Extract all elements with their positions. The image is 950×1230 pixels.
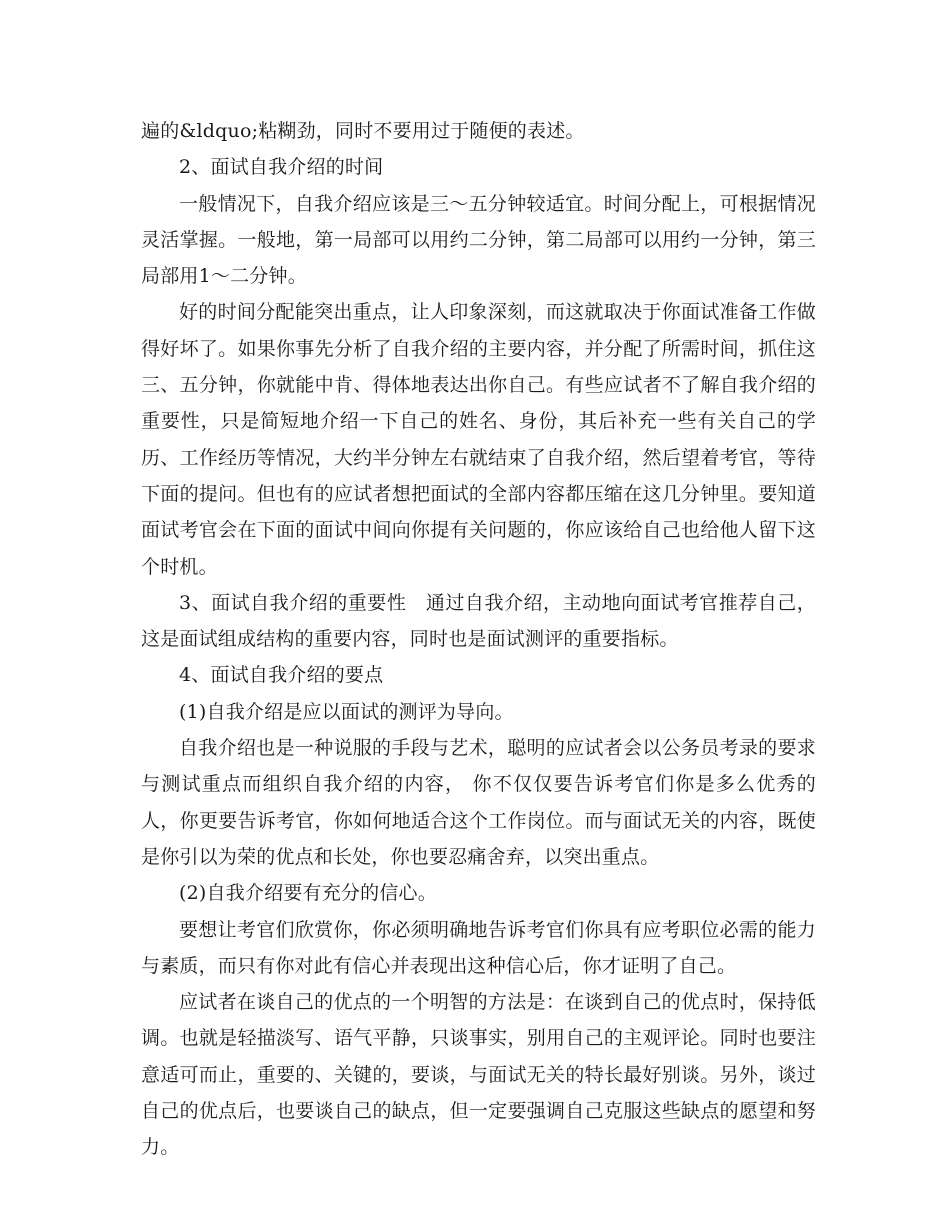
- section-heading-time: 2、面试自我介绍的时间: [179, 156, 384, 179]
- subheading-point-1: (1)自我介绍是应以面试的测评为导向。: [179, 700, 514, 723]
- paragraph-point-2-body: 要想让考官们欣赏你，你必须明确地告诉考官们你具有应考职位必需的能力与素质，而只有你对此有信心并表现出这种信心后，你才证明了自己。: [141, 918, 816, 977]
- section-heading-importance: 3、面试自我介绍的重要性 通过自我介绍，主动地向面试考官推荐自己，这是面试组成结构的重要内容，同时也是面试测评的重要指标。: [141, 591, 816, 651]
- paragraph-time-allocation: 好的时间分配能突出重点，让人印象深刻，而这就取决于你面试准备工作做得好坏了。如果你事先分析了自我介绍的主要内容，并分配了所需时间，抓住这三、五分钟，你就能中肯、得体地表达出你自己。有些应试者不了解自我介绍的重要性，只是简短地介绍一下自己的姓名、身份，其后补充一些有关自己的学历、工作经历等情况，大约半分钟左右就结束了自我介绍，然后望着考官，等待下面的提问。但也有的应试者想把面试的全部内容都压缩在这几分钟里。要知道面试考官会在下面的面试中间向你提有关问题的，你应该给自己也给他人留下这个时机。: [141, 301, 816, 578]
- subheading-point-2: (2)自我介绍要有充分的信心。: [179, 882, 437, 905]
- paragraph-continuation: 遍的&ldquo;粘糊劲，同时不要用过于随便的表述。: [141, 120, 585, 142]
- paragraph-time-general: 一般情况下，自我介绍应该是三～五分钟较适宜。时间分配上，可根据情况灵活掌握。一般地，第一局部可以用约二分钟，第二局部可以用约一分钟，第三局部用1～二分钟。: [141, 192, 816, 288]
- paragraph-strengths-advice: 应试者在谈自己的优点的一个明智的方法是：在谈到自己的优点时，保持低调。也就是轻描淡写、语气平静，只谈事实，别用自己的主观评论。同时也要注意适可而止，重要的、关键的，要谈，与面试无关的特长最好别谈。另外，谈过自己的优点后，也要谈自己的缺点，但一定要强调自己克服这些缺点的愿望和努力。: [141, 991, 816, 1159]
- section-heading-key-points: 4、面试自我介绍的要点: [179, 664, 384, 687]
- paragraph-point-1-body: 自我介绍也是一种说服的手段与艺术，聪明的应试者会以公务员考录的要求与测试重点而组织自我介绍的内容， 你不仅仅要告诉考官们你是多么优秀的人，你更要告诉考官，你如何地适合这个工作岗位。而与面试无关的内容，既使是你引以为荣的优点和长处，你也要忍痛舍弃，以突出重点。: [141, 737, 816, 868]
- document-body: [141, 113, 816, 1166]
